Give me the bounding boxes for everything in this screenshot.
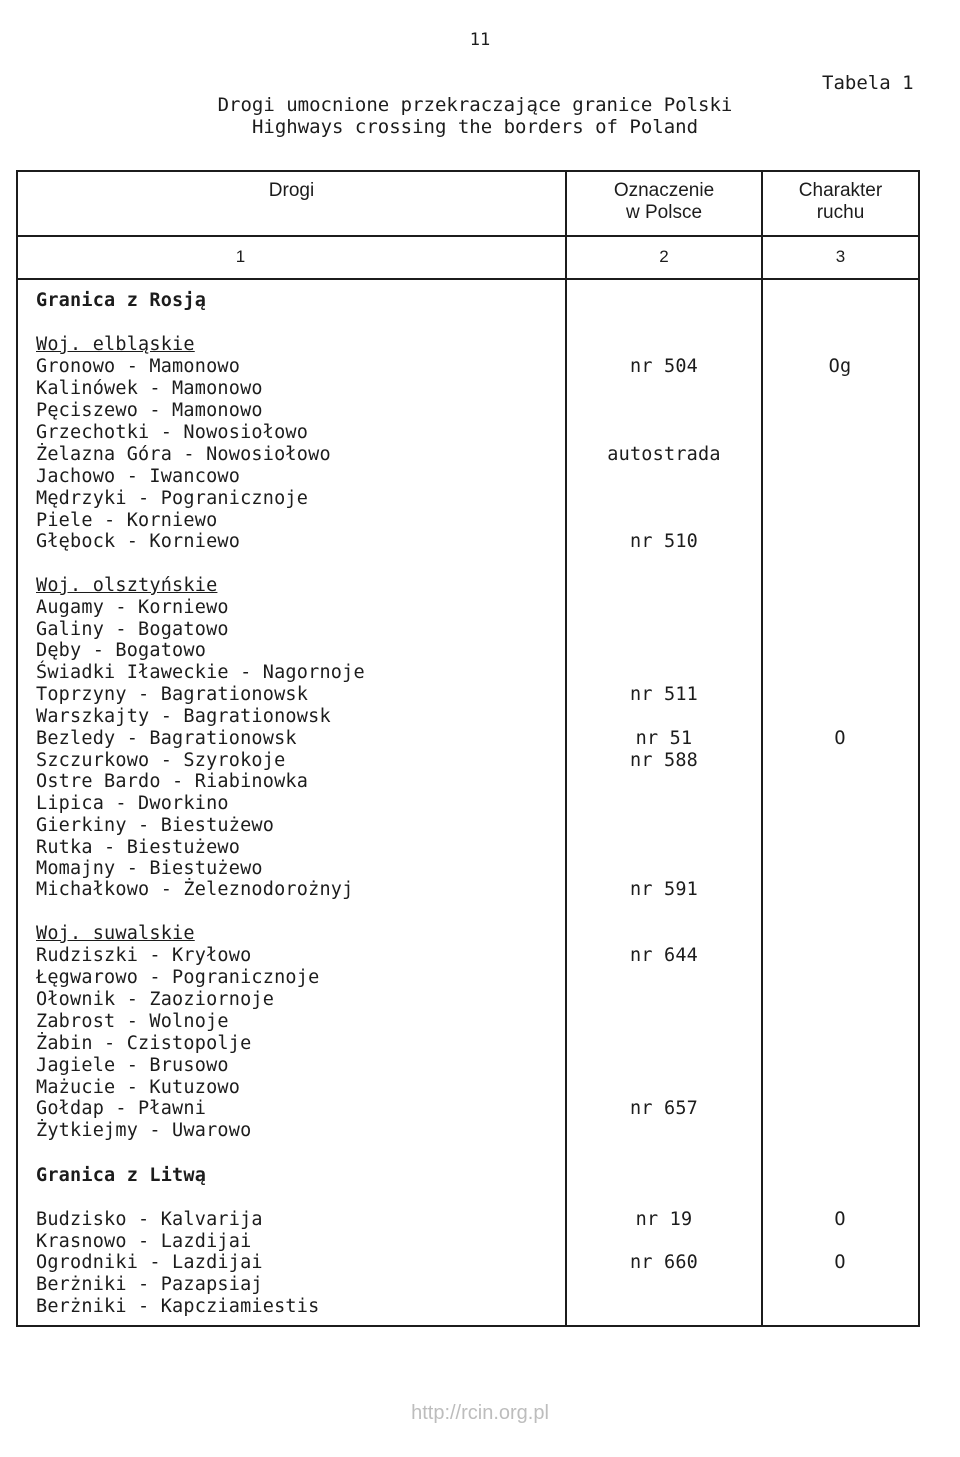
table-row-road: Warszkajty - Bagrationowsk xyxy=(36,706,331,727)
header-traffic-line2: ruchu xyxy=(816,202,865,223)
table-row-road: Galiny - Bogatowo xyxy=(36,619,229,640)
column-number-1: 1 xyxy=(235,247,246,266)
voivodeship-heading: Woj. suwalskie xyxy=(36,923,195,944)
voivodeship-heading: Woj. elbląskie xyxy=(36,334,195,355)
table-row-road: Ogrodniki - Lazdijai xyxy=(36,1252,263,1273)
voivodeship-heading: Woj. olsztyńskie xyxy=(36,575,218,596)
table-row-designation: nr 51 xyxy=(635,728,693,749)
section-title: Granica z Rosją xyxy=(36,290,207,311)
column-number-divider xyxy=(16,278,920,280)
table-row-road: Momajny - Biestużewo xyxy=(36,858,263,879)
table-row-designation: nr 510 xyxy=(629,531,699,552)
table-row-road: Żabin - Czistopolje xyxy=(36,1033,252,1054)
column-number-2: 2 xyxy=(659,247,669,266)
table-row-designation: nr 660 xyxy=(629,1252,699,1273)
table-row-road: Augamy - Korniewo xyxy=(36,597,229,618)
table-row-designation: nr 657 xyxy=(629,1098,699,1119)
table-row-road: Zabrost - Wolnoje xyxy=(36,1011,229,1032)
table-row-designation: nr 591 xyxy=(629,879,699,900)
table-border-top xyxy=(16,170,920,172)
header-designation-line2: w Polsce xyxy=(625,202,703,223)
table-row-road: Piele - Korniewo xyxy=(36,510,218,531)
header-designation-line1: Oznaczenie xyxy=(613,180,715,201)
table-row-road: Rudziszki - Kryłowo xyxy=(36,945,252,966)
table-row-traffic: O xyxy=(834,1252,846,1273)
table-border-bottom xyxy=(16,1325,920,1327)
table-row-road: Gronowo - Mamonowo xyxy=(36,356,241,377)
table-row-road: Berżniki - Kapcziamiestis xyxy=(36,1296,320,1317)
table-row-road: Mażucie - Kutuzowo xyxy=(36,1077,241,1098)
table-row-road: Gołdap - Pławni xyxy=(36,1098,207,1119)
title-polish: Drogi umocnione przekraczające granice Polski xyxy=(217,94,733,116)
table-row-road: Żelazna Góra - Nowosiołowo xyxy=(36,444,331,465)
table-row-road: Gierkiny - Biestużewo xyxy=(36,815,275,836)
table-row-designation: nr 504 xyxy=(629,356,699,377)
table-row-road: Bezledy - Bagrationowsk xyxy=(36,728,297,749)
table-row-designation: nr 644 xyxy=(629,945,699,966)
table-row-road: Ołownik - Zaoziornoje xyxy=(36,989,275,1010)
table-row-road: Rutka - Biestużewo xyxy=(36,837,241,858)
table-border-right xyxy=(918,170,920,1327)
page-number: 11 xyxy=(469,30,491,50)
table-row-road: Ostre Bardo - Riabinowka xyxy=(36,771,309,792)
table-row-road: Pęciszewo - Mamonowo xyxy=(36,400,263,421)
table-row-designation: nr 511 xyxy=(629,684,699,705)
table-row-road: Dęby - Bogatowo xyxy=(36,640,207,661)
table-row-road: Jachowo - Iwancowo xyxy=(36,466,241,487)
table-row-traffic: O xyxy=(834,728,846,749)
table-row-road: Żytkiejmy - Uwarowo xyxy=(36,1120,252,1141)
table-row-road: Berżniki - Pazapsiaj xyxy=(36,1274,263,1295)
table-row-road: Kalinówek - Mamonowo xyxy=(36,378,263,399)
footer-url: http://rcin.org.pl xyxy=(411,1402,549,1424)
column-number-3: 3 xyxy=(835,247,846,266)
table-row-road: Świadki Iławeckie - Nagornoje xyxy=(36,662,365,683)
table-row-road: Krasnowo - Lazdijai xyxy=(36,1231,252,1252)
table-row-road: Budzisko - Kalvarija xyxy=(36,1209,263,1230)
table-row-designation: autostrada xyxy=(607,444,721,465)
table-row-road: Jagiele - Brusowo xyxy=(36,1055,229,1076)
table-row-road: Grzechotki - Nowosiołowo xyxy=(36,422,309,443)
title-english: Highways crossing the borders of Poland xyxy=(251,116,699,138)
section-title: Granica z Litwą xyxy=(36,1165,207,1186)
table-row-traffic: O xyxy=(834,1209,846,1230)
table-row-designation: nr 19 xyxy=(635,1209,693,1230)
table-row-road: Michałkowo - Żeleznodorożnyj xyxy=(36,879,354,900)
table-label: Tabela 1 xyxy=(822,72,914,94)
table-row-road: Łęgwarowo - Pogranicznoje xyxy=(36,967,320,988)
table-row-road: Mędrzyki - Pogranicznoje xyxy=(36,488,309,509)
header-roads: Drogi xyxy=(268,180,315,201)
table-row-road: Toprzyny - Bagrationowsk xyxy=(36,684,309,705)
table-row-road: Szczurkowo - Szyrokoje xyxy=(36,750,286,771)
header-traffic-line1: Charakter xyxy=(798,180,883,201)
table-row-traffic: Og xyxy=(828,356,852,377)
table-row-road: Głębock - Korniewo xyxy=(36,531,241,552)
table-row-designation: nr 588 xyxy=(629,750,699,771)
table-row-road: Lipica - Dworkino xyxy=(36,793,229,814)
header-divider xyxy=(16,235,920,237)
table-border-left xyxy=(16,170,18,1327)
